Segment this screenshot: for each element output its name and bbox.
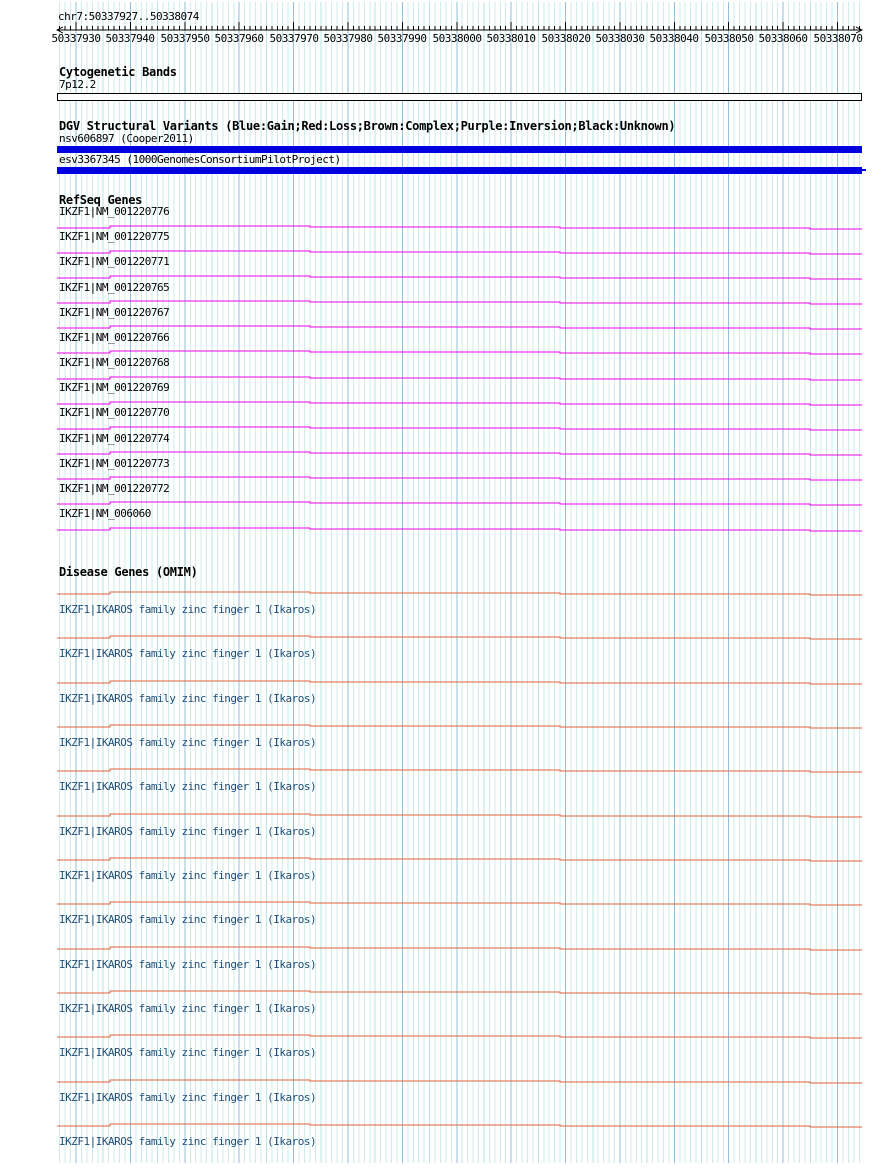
refseq-gene-lines bbox=[57, 226, 862, 531]
omim-gene-label[interactable]: IKZF1|IKAROS family zinc finger 1 (Ikaros) bbox=[59, 736, 317, 749]
refseq-gene-label[interactable]: IKZF1|NM_001220770 bbox=[59, 406, 170, 419]
refseq-gene-label[interactable]: IKZF1|NM_001220769 bbox=[59, 381, 170, 394]
omim-gene-label[interactable]: IKZF1|IKAROS family zinc finger 1 (Ikaros) bbox=[59, 603, 317, 616]
ruler-tick-label: 50337930 bbox=[51, 32, 101, 45]
refseq-gene-label[interactable]: IKZF1|NM_001220767 bbox=[59, 306, 170, 319]
ruler-tick-label: 50338040 bbox=[649, 32, 699, 45]
omim-gene-label[interactable]: IKZF1|IKAROS family zinc finger 1 (Ikaros) bbox=[59, 647, 317, 660]
omim-gene-line[interactable] bbox=[57, 1124, 862, 1127]
omim-gene-line[interactable] bbox=[57, 947, 862, 950]
refseq-gene-line[interactable] bbox=[57, 226, 862, 229]
refseq-gene-label[interactable]: IKZF1|NM_001220776 bbox=[59, 205, 170, 218]
ruler-tick-label: 50338000 bbox=[432, 32, 482, 45]
omim-gene-line[interactable] bbox=[57, 814, 862, 817]
refseq-gene-label[interactable]: IKZF1|NM_001220766 bbox=[59, 331, 170, 344]
refseq-gene-label[interactable]: IKZF1|NM_001220768 bbox=[59, 356, 170, 369]
refseq-gene-label[interactable]: IKZF1|NM_001220775 bbox=[59, 230, 170, 243]
refseq-gene-line[interactable] bbox=[57, 477, 862, 480]
refseq-gene-label[interactable]: IKZF1|NM_001220772 bbox=[59, 482, 170, 495]
omim-gene-label[interactable]: IKZF1|IKAROS family zinc finger 1 (Ikaros) bbox=[59, 825, 317, 838]
refseq-gene-label[interactable]: IKZF1|NM_001220773 bbox=[59, 457, 170, 470]
ruler-tick-label: 50338020 bbox=[541, 32, 591, 45]
omim-gene-label[interactable]: IKZF1|IKAROS family zinc finger 1 (Ikaros) bbox=[59, 780, 317, 793]
omim-gene-line[interactable] bbox=[57, 902, 862, 905]
ruler-tick-label: 50337940 bbox=[105, 32, 155, 45]
refseq-gene-line[interactable] bbox=[57, 251, 862, 254]
cytoband-bar[interactable] bbox=[57, 93, 862, 101]
refseq-gene-line[interactable] bbox=[57, 301, 862, 304]
variant-label-nsv606897[interactable]: nsv606897 (Cooper2011) bbox=[59, 132, 194, 145]
cytoband-label[interactable]: 7p12.2 bbox=[59, 78, 96, 91]
refseq-gene-line[interactable] bbox=[57, 326, 862, 329]
ruler-tick-label: 50338050 bbox=[704, 32, 754, 45]
omim-gene-label[interactable]: IKZF1|IKAROS family zinc finger 1 (Ikaros) bbox=[59, 1046, 317, 1059]
dgv-track-header: DGV Structural Variants (Blue:Gain;Red:Loss;Brown:Complex;Purple:Inversion;Black:Unknown) bbox=[59, 119, 676, 133]
refseq-gene-line[interactable] bbox=[57, 528, 862, 531]
omim-gene-line[interactable] bbox=[57, 1035, 862, 1038]
omim-gene-line[interactable] bbox=[57, 725, 862, 728]
ruler-tick-label: 50338070 bbox=[813, 32, 863, 45]
ruler-tick-label: 50337970 bbox=[269, 32, 319, 45]
refseq-gene-label[interactable]: IKZF1|NM_001220771 bbox=[59, 255, 170, 268]
omim-gene-label[interactable]: IKZF1|IKAROS family zinc finger 1 (Ikaros) bbox=[59, 692, 317, 705]
refseq-track-header: RefSeq Genes bbox=[59, 193, 143, 207]
refseq-gene-line[interactable] bbox=[57, 427, 862, 430]
refseq-gene-line[interactable] bbox=[57, 502, 862, 505]
omim-gene-label[interactable]: IKZF1|IKAROS family zinc finger 1 (Ikaros) bbox=[59, 913, 317, 926]
omim-gene-line[interactable] bbox=[57, 592, 862, 595]
omim-gene-line[interactable] bbox=[57, 636, 862, 639]
omim-gene-label[interactable]: IKZF1|IKAROS family zinc finger 1 (Ikaros) bbox=[59, 1091, 317, 1104]
ruler-tick-label: 50337980 bbox=[323, 32, 373, 45]
omim-gene-line[interactable] bbox=[57, 991, 862, 994]
refseq-gene-label[interactable]: IKZF1|NM_006060 bbox=[59, 507, 151, 520]
refseq-gene-line[interactable] bbox=[57, 276, 862, 279]
omim-gene-label[interactable]: IKZF1|IKAROS family zinc finger 1 (Ikaros) bbox=[59, 869, 317, 882]
ruler-tick-label: 50337960 bbox=[214, 32, 264, 45]
refseq-gene-label[interactable]: IKZF1|NM_001220765 bbox=[59, 281, 170, 294]
ruler-tick-label: 50338060 bbox=[758, 32, 808, 45]
ruler-tick-label: 50337950 bbox=[160, 32, 210, 45]
variant-bar-nsv606897[interactable] bbox=[57, 146, 862, 153]
bp-gridlines bbox=[60, 2, 860, 1163]
omim-gene-line[interactable] bbox=[57, 681, 862, 684]
cytobands-track-header: Cytogenetic Bands bbox=[59, 65, 177, 79]
region-title: chr7:50337927..50338074 bbox=[58, 10, 199, 23]
refseq-gene-line[interactable] bbox=[57, 402, 862, 405]
variant-label-esv3367345[interactable]: esv3367345 (1000GenomesConsortiumPilotProject) bbox=[59, 153, 341, 166]
omim-gene-line[interactable] bbox=[57, 1080, 862, 1083]
ruler-tick-label: 50338030 bbox=[595, 32, 645, 45]
refseq-gene-line[interactable] bbox=[57, 377, 862, 380]
omim-gene-label[interactable]: IKZF1|IKAROS family zinc finger 1 (Ikaros) bbox=[59, 1135, 317, 1148]
ruler-tick-label: 50337990 bbox=[377, 32, 427, 45]
omim-gene-label[interactable]: IKZF1|IKAROS family zinc finger 1 (Ikaros) bbox=[59, 1002, 317, 1015]
variant-bar-esv3367345[interactable] bbox=[57, 167, 862, 174]
ruler-tick-label: 50338010 bbox=[486, 32, 536, 45]
omim-gene-label[interactable]: IKZF1|IKAROS family zinc finger 1 (Ikaros) bbox=[59, 958, 317, 971]
omim-gene-line[interactable] bbox=[57, 769, 862, 772]
omim-track-header: Disease Genes (OMIM) bbox=[59, 565, 198, 579]
refseq-gene-line[interactable] bbox=[57, 351, 862, 354]
refseq-gene-label[interactable]: IKZF1|NM_001220774 bbox=[59, 432, 170, 445]
omim-gene-line[interactable] bbox=[57, 858, 862, 861]
variant-bar-right-tail bbox=[862, 169, 866, 171]
refseq-gene-line[interactable] bbox=[57, 452, 862, 455]
